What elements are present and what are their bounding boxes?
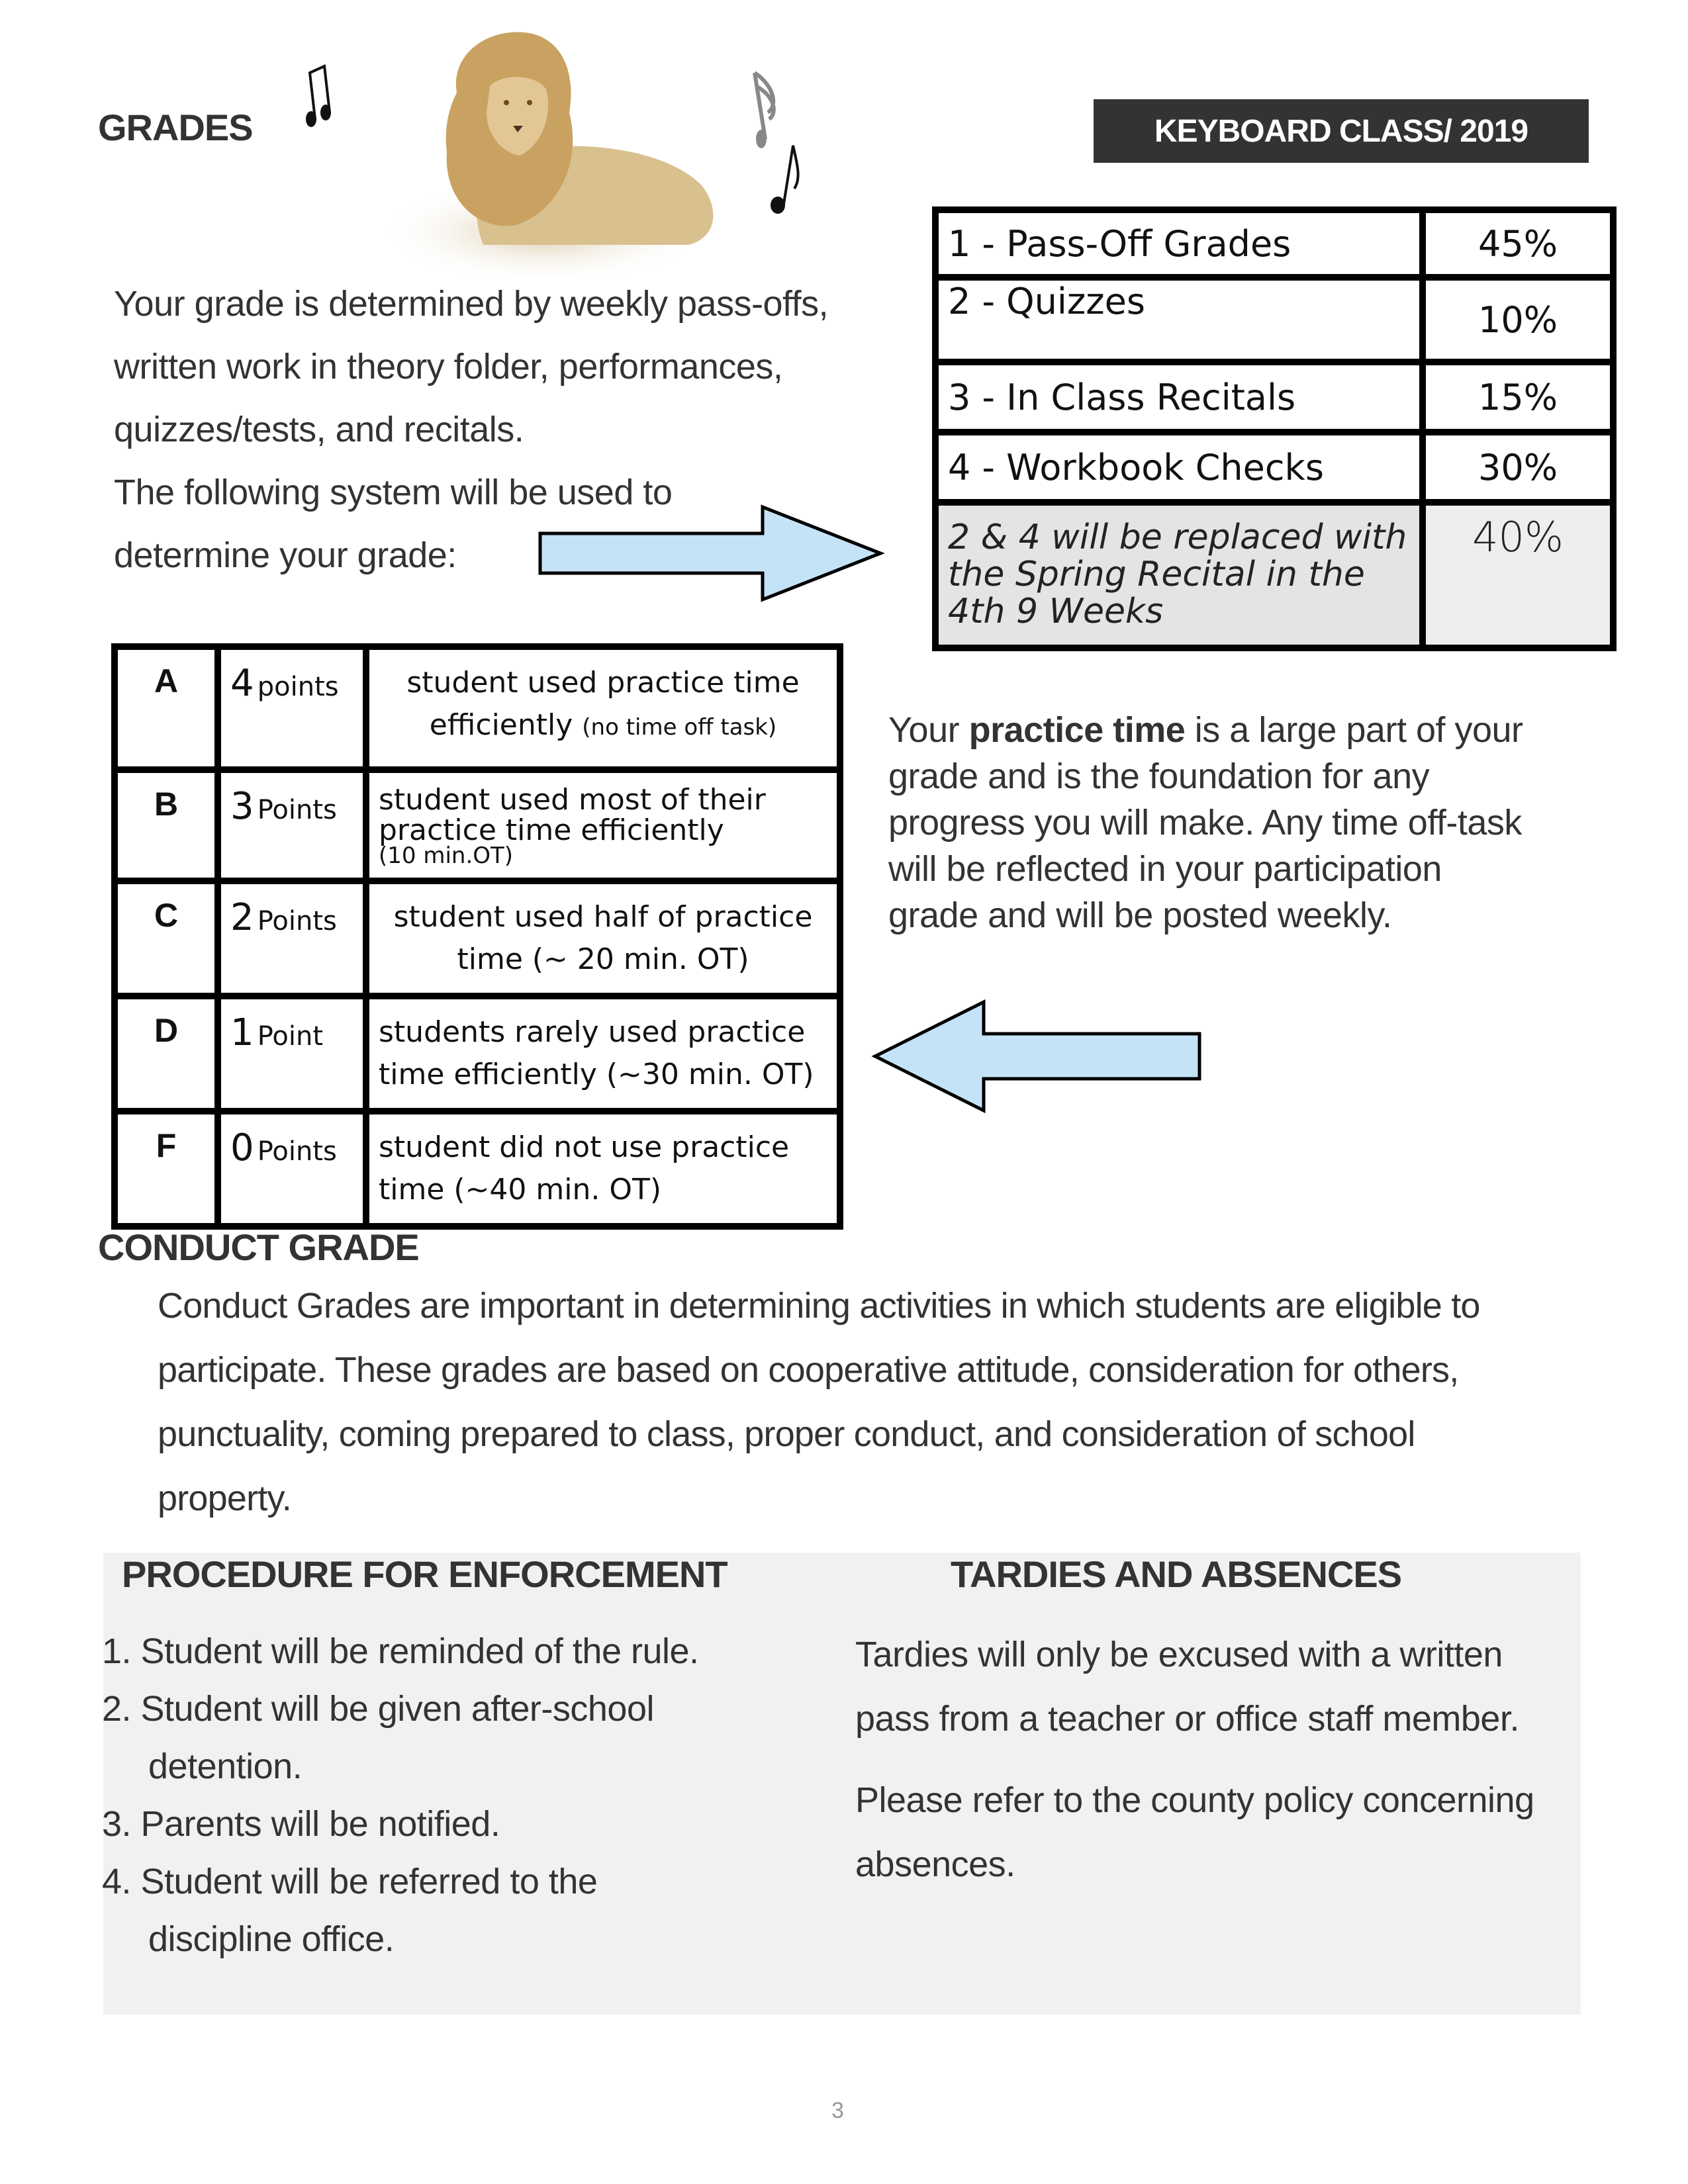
- weight-percent: 10%: [1423, 277, 1613, 362]
- grade-letter: F: [115, 1111, 218, 1226]
- grade-points: [218, 881, 366, 996]
- table-row: [935, 502, 1613, 648]
- tardies-paragraph: Please refer to the county policy concerning absences.: [855, 1780, 1534, 1884]
- weight-note: 2 & 4 will be replaced with the Spring Recital in the 4th 9 Weeks: [935, 502, 1423, 648]
- list-item-continuation: detention.: [148, 1747, 303, 1786]
- weight-label: 3 - In Class Recitals: [935, 362, 1423, 432]
- grade-description: students rarely used practice time efficiently (~30 min. OT): [366, 996, 840, 1111]
- grade-letter: C: [115, 881, 218, 996]
- grade-points: [218, 996, 366, 1111]
- points-unit: points: [257, 672, 339, 702]
- list-item: 3. Parents will be notified.: [102, 1804, 500, 1844]
- grade-points: [218, 770, 366, 881]
- tardies-text: [855, 1623, 1577, 1914]
- table-row: [115, 1111, 840, 1226]
- weight-label: 1 - Pass-Off Grades: [935, 210, 1423, 277]
- conduct-paragraph: Conduct Grades are important in determining activities in which students are eligible to participate. These grades are based on cooperative attitude, consideration for others, punctuality, coming prepared to class, proper conduct, and consideration of school property.: [158, 1286, 1480, 1518]
- table-row: [935, 362, 1613, 432]
- arrow-left-icon: [871, 999, 1202, 1113]
- intro-line: determine your grade:: [114, 535, 457, 575]
- weight-percent: 15%: [1423, 362, 1613, 432]
- table-row: [935, 210, 1613, 277]
- points-unit: Points: [257, 906, 337, 936]
- description-text: student used practice time efficiently: [406, 666, 800, 742]
- tardies-heading: TARDIES AND ABSENCES: [951, 1553, 1402, 1595]
- description-note: (no time off task): [582, 714, 777, 741]
- grading-scale-table: [111, 643, 843, 1230]
- points-number: 4: [230, 662, 254, 705]
- music-note-icon: [306, 66, 331, 127]
- list-item: 2. Student will be given after-school: [102, 1689, 654, 1729]
- intro-line: quizzes/tests, and recitals.: [114, 410, 524, 449]
- practice-emphasis: practice time: [968, 710, 1186, 750]
- music-note-icon: [755, 73, 774, 148]
- lion-illustration: [291, 13, 808, 278]
- tardies-paragraph: Tardies will only be excused with a written pass from a teacher or office staff member.: [855, 1635, 1519, 1739]
- list-item-continuation: discipline office.: [148, 1919, 395, 1959]
- grade-letter: B: [115, 770, 218, 881]
- table-row: [935, 432, 1613, 502]
- grade-description: student did not use practice time (~40 min. OT): [366, 1111, 840, 1226]
- music-note-icon: [771, 146, 798, 214]
- points-unit: Points: [257, 1136, 337, 1167]
- weight-percent: 45%: [1423, 210, 1613, 277]
- weight-percent: 30%: [1423, 432, 1613, 502]
- points-unit: Point: [257, 1021, 324, 1052]
- intro-line: Your grade is determined by weekly pass-offs,: [114, 284, 829, 324]
- list-item: 1. Student will be reminded of the rule.: [102, 1631, 699, 1671]
- grade-description: [366, 770, 840, 881]
- practice-suffix: is a large part of your grade and is the foundation for any progress you will make. Any time off-task will be reflected in your participation grade and will be posted weekly.: [888, 710, 1523, 935]
- enforcement-heading: PROCEDURE FOR ENFORCEMENT: [122, 1553, 727, 1595]
- table-row: [935, 277, 1613, 362]
- arrow-right-icon: [538, 504, 884, 602]
- points-number: 3: [230, 785, 254, 828]
- grade-description: [366, 647, 840, 770]
- weight-percent: 40%: [1423, 502, 1613, 648]
- practice-paragraph: [888, 707, 1524, 938]
- class-banner: [1094, 99, 1589, 163]
- intro-line: The following system will be used to: [114, 473, 673, 512]
- points-number: 0: [230, 1126, 254, 1169]
- grade-points: [218, 1111, 366, 1226]
- grade-letter: D: [115, 996, 218, 1111]
- weight-label: 4 - Workbook Checks: [935, 432, 1423, 502]
- table-row: [115, 996, 840, 1111]
- intro-line: written work in theory folder, performances,: [114, 347, 783, 387]
- grades-heading: GRADES: [98, 107, 253, 148]
- page-number: 3: [831, 2098, 844, 2123]
- table-row: [115, 881, 840, 996]
- points-number: 1: [230, 1011, 254, 1054]
- weight-label: 2 - Quizzes: [935, 277, 1423, 362]
- table-row: [115, 647, 840, 770]
- grade-description: student used half of practice time (~ 20 min. OT): [366, 881, 840, 996]
- grade-points: [218, 647, 366, 770]
- grade-weights-table: [932, 206, 1617, 651]
- description-text: student used most of their practice time efficiently: [379, 783, 766, 847]
- practice-prefix: Your: [888, 710, 969, 750]
- table-row: [115, 770, 840, 881]
- points-unit: Points: [257, 795, 337, 825]
- class-banner-text: KEYBOARD CLASS/ 2019: [1154, 113, 1528, 149]
- points-number: 2: [230, 896, 254, 939]
- description-note: (10 min.OT): [379, 842, 514, 869]
- conduct-heading: CONDUCT GRADE: [98, 1226, 419, 1268]
- list-item: 4. Student will be referred to the: [102, 1862, 598, 1901]
- enforcement-list: [102, 1623, 830, 1968]
- grade-letter: A: [115, 647, 218, 770]
